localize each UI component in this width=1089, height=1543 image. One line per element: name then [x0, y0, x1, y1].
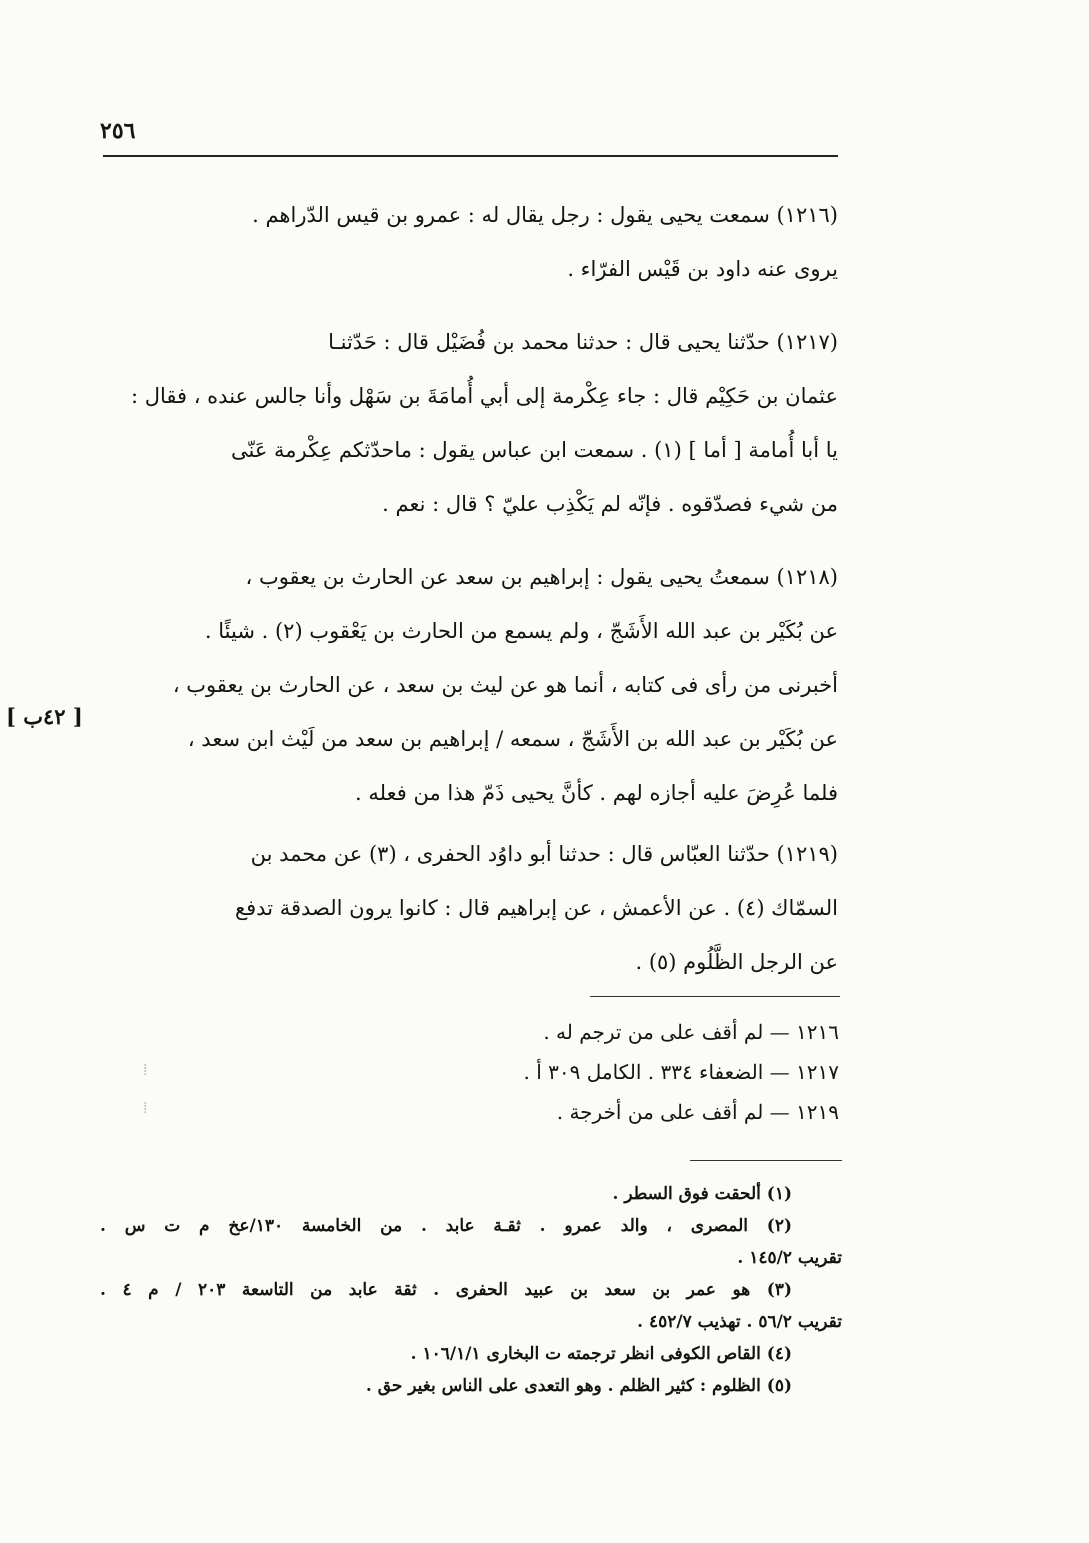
entry-line: (١٢١٦) سمعت يحيى يقول : رجل يقال له : عمرو بن قيس الدّراهم . [252, 203, 838, 227]
scan-artifact: ⁞ [143, 1098, 148, 1117]
footnote-line: تقريب ٥٦/٢ . تهذيب ٤٥٢/٧ . [637, 1312, 842, 1332]
entry-line: أخبرنى من رأى فى كتابه ، أنما هو عن ليث بن سعد ، عن الحارث بن يعقوب ، [172, 673, 838, 697]
footnotes [100, 1178, 842, 1402]
footnote-line: تقريب ١٤٥/٢ . [737, 1248, 842, 1268]
footnotes-divider [690, 1160, 842, 1161]
entry-line: يروى عنه داود بن قَيْس الفرّاء . [567, 257, 838, 281]
footnote-line: (٥) الظلوم : كثير الظلم . وهو التعدى على الناس بغير حق . [365, 1376, 792, 1396]
entry-1217 [108, 315, 838, 531]
sources-divider [590, 996, 840, 997]
source-item: ١٢١٩ — لم أقف على من أخرجة . [556, 1100, 839, 1124]
sources-list [524, 1012, 840, 1132]
footnote-line: (٤) القاص الكوفى انظر ترجمته ت البخارى ١٠٦/١/١ . [410, 1344, 792, 1364]
entry-line: (١٢١٩) حدّثنا العبّاس قال : حدثنا أبو داوُد الحفرى ، (٣) عن محمد بن [250, 842, 838, 866]
entry-1216 [108, 188, 838, 296]
entry-line: (١٢١٨) سمعتُ يحيى يقول : إبراهيم بن سعد عن الحارث بن يعقوب ، [245, 565, 838, 589]
entry-line: عثمان بن حَكِيْم قال : جاء عِكْرمة إلى أبي أُمامَةَ بن سَهْل وأنا جالس عنده ، فقال : [130, 384, 838, 408]
entry-1219 [108, 827, 838, 989]
footnote-line: (٣) هو عمر بن سعد بن عبيد الحفرى . ثقة عابد من التاسعة ٢٠٣ / م ٤ . [100, 1280, 792, 1300]
source-item: ١٢١٦ — لم أقف على من ترجم له . [543, 1020, 839, 1044]
footnote-line: (١) ألحقت فوق السطر . [612, 1184, 792, 1204]
entry-line: من شيء فصدّقوه . فإنّه لم يَكْذِب عليّ ؟ قال : نعم . [382, 492, 838, 516]
scan-artifact: ⁞ [143, 1060, 148, 1079]
source-item: ١٢١٧ — الضعفاء ٣٣٤ . الكامل ٣٠٩ أ . [523, 1060, 839, 1084]
entry-1218 [108, 550, 838, 820]
manuscript-folio-marker: [ ٤٢ب ] [6, 704, 83, 729]
header-rule [103, 155, 838, 157]
footnote-line: (٢) المصرى ، والد عمرو . ثقـة عابد . من الخامسة ١٣٠/عخ م ت س . [100, 1216, 792, 1236]
entry-line: (١٢١٧) حدّثنا يحيى قال : حدثنا محمد بن فُضَيْل قال : حَدّثنـا [328, 330, 838, 354]
page-number: ٢٥٦ [100, 118, 136, 144]
entry-line: عن بُكَيْر بن عبد الله الأَشَجّ ، ولم يسمع من الحارث بن يَعْقوب (٢) . شيئًا . [204, 619, 838, 643]
entry-line: يا أبا أُمامة [ أما ] (١) . سمعت ابن عباس يقول : ماحدّثكم عِكْرمة عَنّى [230, 438, 838, 462]
entry-line: عن الرجل الظَّلُوم (٥) . [635, 950, 838, 974]
entry-line: فلما عُرِضَ عليه أجازه لهم . كأنَّ يحيى ذَمّ هذا من فعله . [355, 781, 838, 805]
entry-line: عن بُكَيْر بن عبد الله بن الأَشَجّ ، سمعه / إبراهيم بن سعد من لَيْث ابن سعد ، [187, 727, 838, 751]
entry-line: السمّاك (٤) . عن الأعمش ، عن إبراهيم قال : كانوا يرون الصدقة تدفع [234, 896, 838, 920]
